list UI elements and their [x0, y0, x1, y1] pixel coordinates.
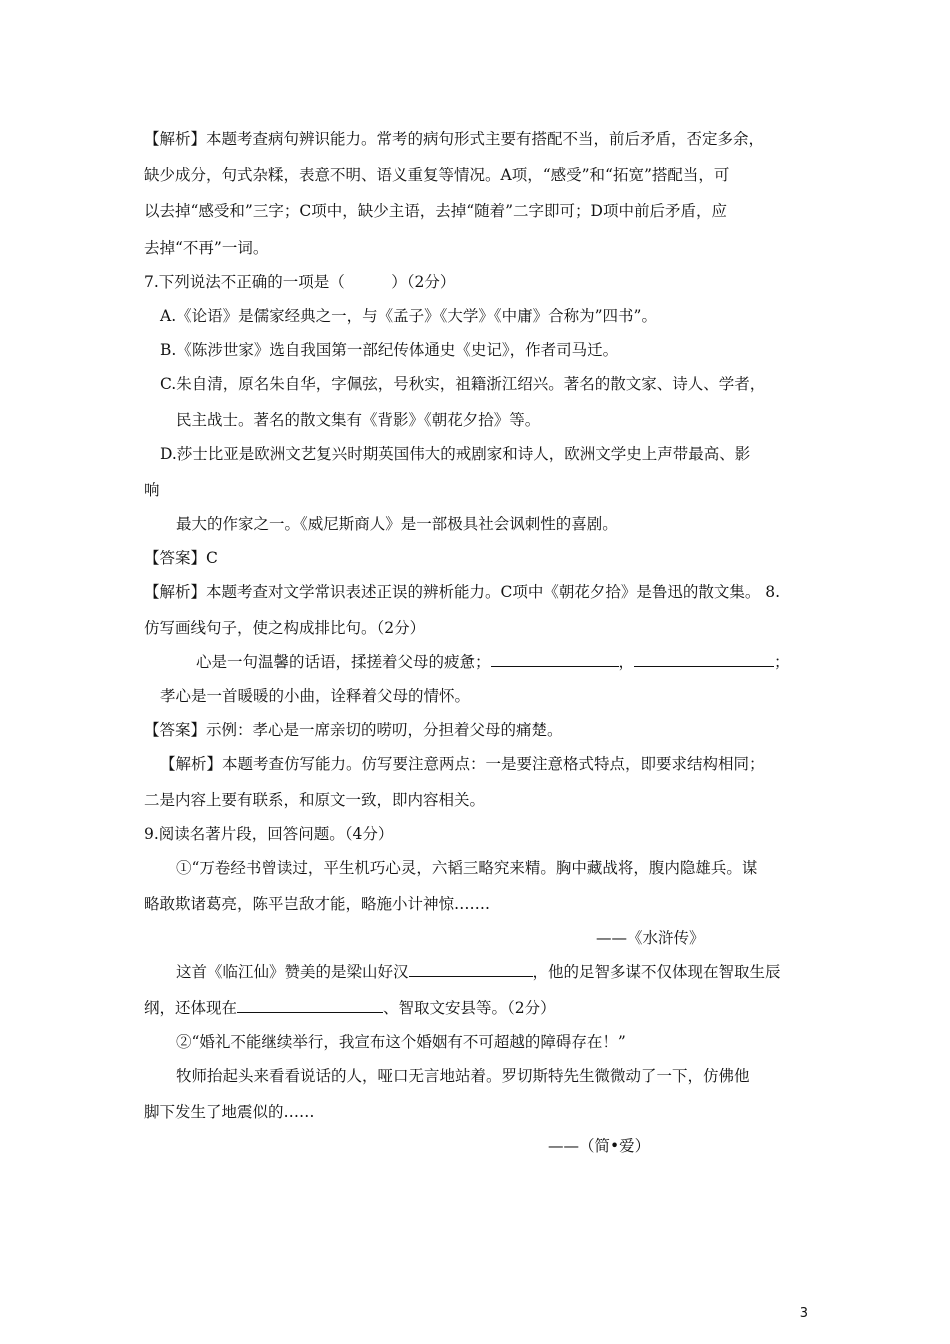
question-9-part-1-text-b: ，他的足智多谋不仅体现在智取生辰 [532, 963, 781, 981]
answer-7: 【答案】C [144, 549, 218, 567]
question-7-option-d-line-1: D.莎士比亚是欧洲文艺复兴时期英国伟大的戒剧家和诗人，欧洲文学史上声带最高、影 [160, 445, 751, 463]
question-7-option-b: B.《陈涉世家》选自我国第一部纪传体通史《史记》，作者司马迁。 [160, 341, 619, 359]
answer-blank-2[interactable] [634, 652, 774, 667]
question-9-part-1-text-d: 、智取文安县等。（2分） [383, 999, 556, 1017]
question-8-semicolon: ； [774, 653, 790, 671]
question-9-part-1-line-2 [144, 998, 556, 1018]
analysis-6-line-3: 以去掉“感受和”三字；C项中，缺少主语，去掉“随着”二字即可；D项中前后矛盾，应 [144, 202, 727, 220]
question-8-sentence-2: 孝心是一首暖暖的小曲，诠释着父母的情怀。 [160, 687, 471, 705]
excerpt-2-line-2: 牧师抬起头来看看说话的人，哑口无言地站着。罗切斯特先生微微动了一下，仿佛他 [176, 1067, 750, 1085]
question-8-sentence: 心是一句温馨的话语，揉搓着父母的疲惫； [196, 653, 491, 671]
excerpt-2-line-3: 脚下发生了地震似的…… [144, 1103, 315, 1121]
question-9-part-1-text-c: 纲，还体现在 [144, 999, 238, 1017]
analysis-6-line-4: 去掉“不再”一词。 [144, 239, 269, 257]
analysis-7: 【解析】本题考查对文学常识表述正误的辨析能力。C项中《朝花夕拾》是鲁迅的散文集。 8. [144, 583, 781, 601]
analysis-6-line-1: 【解析】本题考查病句辨识能力。常考的病句形式主要有搭配不当，前后矛盾，否定多余， [144, 130, 765, 148]
question-7-option-a: A.《论语》是儒家经典之一，与《孟子》《大学》《中庸》合称为”四书”。 [160, 307, 657, 325]
excerpt-1-line-1: ①“万卷经书曾读过，平生机巧心灵，六韬三略究来精。胸中藏战将，腹内隐雄兵。谋 [176, 859, 758, 877]
analysis-8-line-2: 二是内容上要有联系，和原文一致，即内容相关。 [144, 791, 486, 809]
question-9-stem: 9.阅读名著片段，回答问题。（4分） [144, 825, 394, 843]
question-7-option-d-line-2: 响 [144, 481, 160, 499]
question-8-stem: 仿写画线句子，使之构成排比句。（2分） [144, 619, 426, 637]
analysis-6-line-2: 缺少成分，句式杂糅，表意不明、语义重复等情况。A项，“感受”和“拓宽”搭配当，可 [144, 166, 730, 184]
question-9-part-1-text-a: 这首《临江仙》赞美的是梁山好汉 [176, 963, 409, 981]
excerpt-2-line-1: ②“婚礼不能继续举行，我宣布这个婚姻有不可超越的障碍存在！” [176, 1033, 626, 1051]
question-7-option-c-line-1: C.朱自清，原名朱自华，字佩弦，号秋实，祖籍浙江绍兴。著名的散文家、诗人、学者， [160, 375, 766, 393]
question-7-stem: 7.下列说法不正确的一项是（ ）（2分） [144, 273, 456, 291]
question-8-prompt [196, 652, 790, 672]
answer-8: 【答案】示例：孝心是一席亲切的唠叨，分担着父母的痛楚。 [144, 721, 563, 739]
excerpt-2-source: ——（简•爱） [548, 1137, 651, 1155]
question-7-option-c-line-2: 民主战士。著名的散文集有《背影》《朝花夕拾》等。 [176, 411, 541, 429]
question-7-option-d-line-3: 最大的作家之一。《威尼斯商人》是一部极具社会讽刺性的喜剧。 [176, 515, 618, 533]
answer-blank-1[interactable] [491, 652, 619, 667]
page-number: 3 [799, 1306, 808, 1321]
question-8-comma: ， [618, 653, 635, 671]
excerpt-1-line-2: 略敢欺诸葛亮，陈平岂敌才能，略施小计神惊……. [144, 895, 490, 913]
answer-blank-4[interactable] [237, 998, 383, 1013]
excerpt-1-source: ——《水浒传》 [596, 929, 705, 947]
answer-blank-3[interactable] [409, 962, 533, 977]
analysis-8-line-1: 【解析】本题考查仿写能力。仿写要注意两点：一是要注意格式特点，即要求结构相同； [160, 755, 765, 773]
question-9-part-1-line-1 [176, 962, 781, 982]
